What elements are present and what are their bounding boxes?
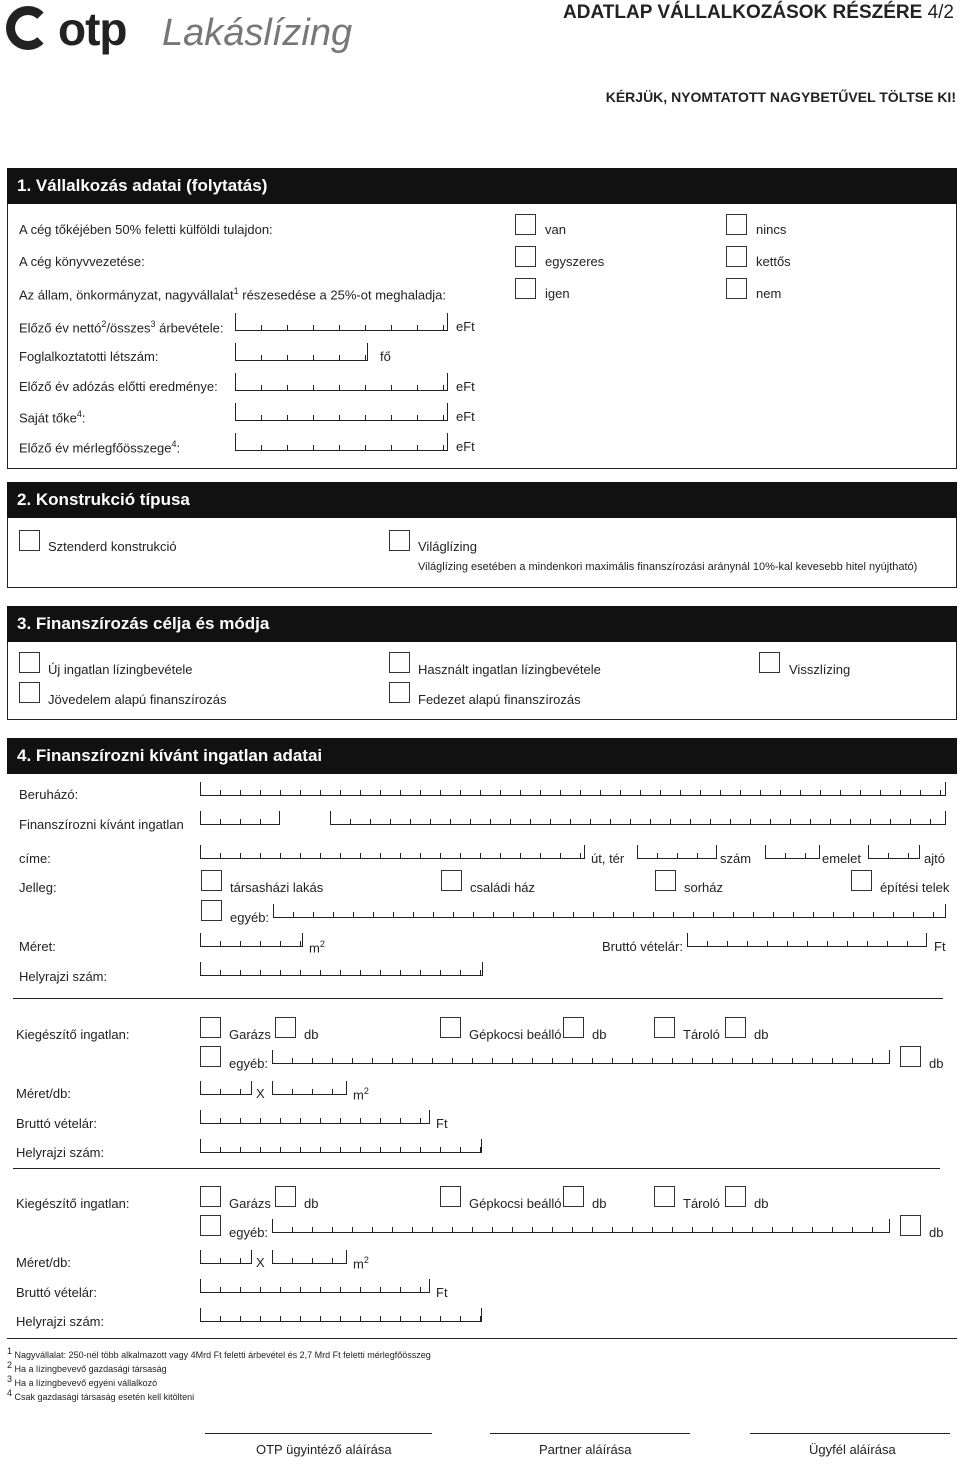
other-type-input[interactable]	[273, 904, 946, 918]
other-type-checkbox[interactable]	[201, 900, 222, 921]
kieg1-garage-db: db	[304, 1027, 319, 1042]
income-based-checkbox[interactable]	[19, 682, 40, 703]
signature-line-client[interactable]	[750, 1433, 950, 1434]
property-label: Finanszírozni kívánt ingatlan	[19, 817, 184, 832]
footnote-num: 3	[7, 1374, 13, 1384]
footnote-text: Ha a lízingbevevő gazdasági társaság	[14, 1364, 167, 1374]
footnote-ref: 1	[233, 286, 239, 296]
bookkeeping-double-checkbox[interactable]	[726, 246, 747, 267]
logo-icon	[6, 6, 50, 50]
size-unit-m: m	[309, 940, 320, 956]
signature-otp-label: OTP ügyintéző aláírása	[256, 1442, 392, 1457]
floor-unit: emelet	[822, 851, 862, 866]
postcode-input[interactable]	[200, 811, 280, 825]
balance-total-text: Előző év mérlegfőösszege	[19, 440, 172, 456]
size-input[interactable]	[200, 933, 303, 947]
kieg1-storage-checkbox[interactable]	[654, 1017, 675, 1038]
kieg1-parking-db: db	[592, 1027, 607, 1042]
kieg1-m2-m: m	[353, 1087, 364, 1103]
kieg2-m2-sup: 2	[363, 1255, 369, 1265]
kieg2-storage-label: Tároló	[683, 1196, 720, 1211]
footnote-text: Nagyvállalat: 250-nél több alkalmazott vagy 4Mrd Ft feletti árbevétel és 2,7 Mrd Ft feletti mérlegfőösszeg	[14, 1350, 431, 1360]
form-title	[563, 2, 954, 24]
signature-client-label: Ügyfél aláírása	[809, 1442, 896, 1457]
headcount-label: Foglalkoztatotti létszám:	[19, 349, 159, 364]
footnote-divider	[7, 1338, 957, 1339]
kieg1-garage-label: Garázs	[229, 1027, 271, 1042]
state-share-text-a: Az állam, önkormányzat, nagyvállalat	[19, 287, 234, 303]
footnote-1	[7, 1346, 431, 1360]
kieg2-size-label: Méret/db:	[16, 1255, 71, 1270]
bookkeeping-single-label: egyszeres	[545, 254, 605, 269]
house-number-unit: szám	[720, 851, 752, 866]
worldleasing-label: Világlízing	[418, 539, 478, 554]
kieg1-storage-db: db	[754, 1027, 769, 1042]
equity-label	[19, 409, 85, 425]
revenue-input[interactable]	[235, 313, 448, 331]
bookkeeping-double-label: kettős	[756, 254, 791, 269]
logo-otp: otp	[58, 3, 127, 55]
bookkeeping-single-checkbox[interactable]	[515, 246, 536, 267]
kieg2-other-qty[interactable]	[900, 1215, 921, 1236]
kieg1-size-label: Méret/db:	[16, 1086, 71, 1101]
kieg2-parking-label: Gépkocsi beálló	[469, 1196, 562, 1211]
footnote-text: Csak gazdasági társaság esetén kell kitölteni	[14, 1392, 195, 1402]
bookkeeping-label: A cég könyvvezetése:	[19, 254, 145, 269]
kieg1-storage-qty[interactable]	[725, 1017, 746, 1038]
section-3	[7, 642, 957, 720]
section-4-header: 4. Finanszírozni kívánt ingatlan adatai	[7, 738, 957, 774]
used-property-checkbox[interactable]	[389, 652, 410, 673]
balance-total-input[interactable]	[235, 433, 448, 451]
building-plot-checkbox[interactable]	[851, 870, 872, 891]
revenue-unit: eFt	[456, 319, 475, 334]
kieg1-lot-label: Helyrajzi szám:	[16, 1145, 105, 1160]
leaseback-label: Visszlízing	[789, 662, 851, 677]
state-share-label	[19, 286, 446, 302]
family-house-label: családi ház	[470, 880, 536, 895]
kieg1-parking-checkbox[interactable]	[440, 1017, 461, 1038]
kieg1-parking-qty[interactable]	[563, 1017, 584, 1038]
foreign-ownership-yes-label: van	[545, 222, 566, 237]
kieg1-price-unit: Ft	[436, 1116, 448, 1131]
divider	[13, 998, 943, 999]
kieg2-lot-input[interactable]	[200, 1308, 482, 1322]
kieg2-other-db: db	[929, 1225, 944, 1240]
kieg2-garage-label: Garázs	[229, 1196, 271, 1211]
equity-colon: :	[81, 410, 86, 426]
size-unit-sup: 2	[319, 939, 325, 949]
street-input[interactable]	[200, 845, 585, 859]
kieg2-price-unit: Ft	[436, 1285, 448, 1300]
size-unit	[309, 939, 325, 955]
headcount-input[interactable]	[235, 343, 368, 361]
kieg1-label: Kiegészítő ingatlan:	[16, 1027, 130, 1042]
kieg2-storage-qty[interactable]	[725, 1186, 746, 1207]
kieg2-m2-m: m	[353, 1256, 364, 1272]
revenue-text-c: árbevétele:	[155, 320, 224, 336]
income-based-label: Jövedelem alapú finanszírozás	[48, 692, 227, 707]
footnote-ref: 3	[150, 319, 156, 329]
kieg1-lot-input[interactable]	[200, 1139, 482, 1153]
other-type-label: egyéb:	[230, 910, 270, 925]
footnote-num: 4	[7, 1388, 13, 1398]
signature-line-otp[interactable]	[205, 1433, 432, 1434]
pretax-result-unit: eFt	[456, 379, 475, 394]
state-share-no-label: nem	[756, 286, 782, 301]
headcount-unit: fő	[380, 349, 391, 364]
kieg1-price-input[interactable]	[200, 1110, 430, 1124]
standard-construction-checkbox[interactable]	[19, 530, 40, 551]
kieg1-garage-checkbox[interactable]	[200, 1017, 221, 1038]
kieg2-parking-db: db	[592, 1196, 607, 1211]
section-1	[7, 204, 957, 469]
kieg1-storage-label: Tároló	[683, 1027, 720, 1042]
kieg2-garage-qty[interactable]	[275, 1186, 296, 1207]
lot-number-label: Helyrajzi szám:	[19, 969, 108, 984]
footnote-ref: 4	[76, 409, 82, 419]
revenue-label	[19, 319, 223, 335]
foreign-ownership-label: A cég tőkéjében 50% feletti külföldi tulajdon:	[19, 222, 273, 237]
section-2-header: 2. Konstrukció típusa	[7, 482, 957, 518]
equity-unit: eFt	[456, 409, 475, 424]
kieg2-size-input[interactable]	[200, 1250, 252, 1264]
investor-label: Beruházó:	[19, 787, 79, 802]
new-property-label: Új ingatlan lízingbevétele	[48, 662, 193, 677]
condo-checkbox[interactable]	[201, 870, 222, 891]
state-share-yes-checkbox[interactable]	[515, 278, 536, 299]
size-label: Méret:	[19, 939, 56, 954]
investor-input[interactable]	[200, 782, 946, 796]
kieg1-other-db: db	[929, 1056, 944, 1071]
row-house-checkbox[interactable]	[655, 870, 676, 891]
kieg1-price-label: Bruttó vételár:	[16, 1116, 97, 1131]
kieg2-storage-checkbox[interactable]	[654, 1186, 675, 1207]
footnote-4	[7, 1388, 194, 1402]
door-unit: ajtó	[924, 851, 945, 866]
kieg1-garage-qty[interactable]	[275, 1017, 296, 1038]
collateral-based-label: Fedezet alapú finanszírozás	[418, 692, 581, 707]
house-number-input[interactable]	[637, 845, 717, 859]
kieg1-m2-sup: 2	[363, 1086, 369, 1096]
kieg2-times: X	[256, 1255, 265, 1270]
pretax-result-label: Előző év adózás előtti eredménye:	[19, 379, 218, 394]
standard-construction-label: Sztenderd konstrukció	[48, 539, 177, 554]
kieg2-lot-label: Helyrajzi szám:	[16, 1314, 105, 1329]
new-property-checkbox[interactable]	[19, 652, 40, 673]
kieg2-price-label: Bruttó vételár:	[16, 1285, 97, 1300]
signature-line-partner[interactable]	[490, 1433, 690, 1434]
kieg2-garage-checkbox[interactable]	[200, 1186, 221, 1207]
footnote-2	[7, 1360, 167, 1374]
balance-total-label	[19, 439, 180, 455]
kieg1-other-qty[interactable]	[900, 1046, 921, 1067]
equity-input[interactable]	[235, 403, 448, 421]
balance-total-colon: :	[176, 440, 181, 456]
kieg1-size-input[interactable]	[200, 1081, 252, 1095]
lot-number-input[interactable]	[200, 962, 483, 976]
divider	[13, 1168, 940, 1169]
kieg2-count-input[interactable]	[272, 1250, 347, 1264]
floor-input[interactable]	[765, 845, 820, 859]
worldleasing-checkbox[interactable]	[389, 530, 410, 551]
balance-total-unit: eFt	[456, 439, 475, 454]
kieg2-storage-db: db	[754, 1196, 769, 1211]
kieg1-parking-label: Gépkocsi beálló	[469, 1027, 562, 1042]
equity-text: Saját tőke	[19, 410, 77, 426]
kieg2-price-input[interactable]	[200, 1279, 430, 1293]
pretax-result-input[interactable]	[235, 373, 448, 391]
kieg2-other-input[interactable]	[272, 1219, 890, 1233]
kieg2-other-checkbox[interactable]	[200, 1215, 221, 1236]
footnote-text: Ha a lízingbevevő egyéni vállalkozó	[14, 1378, 158, 1388]
state-share-no-checkbox[interactable]	[726, 278, 747, 299]
leaseback-checkbox[interactable]	[759, 652, 780, 673]
page-number: 4/2	[927, 2, 954, 23]
kieg1-m2	[353, 1086, 369, 1102]
kieg1-other-label: egyéb:	[229, 1056, 269, 1071]
footnote-num: 2	[7, 1360, 13, 1370]
kieg2-parking-qty[interactable]	[563, 1186, 584, 1207]
gross-price-label: Bruttó vételár:	[602, 939, 683, 954]
kieg2-other-label: egyéb:	[229, 1225, 269, 1240]
condo-label: társasházi lakás	[230, 880, 324, 895]
type-label: Jelleg:	[19, 880, 57, 895]
section-1-header: 1. Vállalkozás adatai (folytatás)	[7, 168, 957, 204]
footnote-ref: 2	[101, 319, 107, 329]
fill-instruction: KÉRJÜK, NYOMTATOTT NAGYBETŰVEL TÖLTSE KI!	[605, 89, 956, 105]
form-title-text: ADATLAP VÁLLALKOZÁSOK RÉSZÉRE	[563, 2, 923, 23]
kieg2-garage-db: db	[304, 1196, 319, 1211]
footnote-3	[7, 1374, 157, 1388]
address-label: címe:	[19, 851, 51, 866]
used-property-label: Használt ingatlan lízingbevétele	[418, 662, 601, 677]
kieg1-other-input[interactable]	[272, 1050, 890, 1064]
revenue-text-b: /összes	[106, 320, 151, 336]
row-house-label: sorház	[684, 880, 724, 895]
footnote-ref: 4	[171, 439, 177, 449]
state-share-text-b: részesedése a 25%-ot meghaladja:	[238, 287, 447, 303]
gross-price-unit: Ft	[934, 939, 946, 954]
kieg1-count-input[interactable]	[272, 1081, 347, 1095]
gross-price-input[interactable]	[687, 933, 927, 947]
city-input[interactable]	[330, 811, 946, 825]
collateral-based-checkbox[interactable]	[389, 682, 410, 703]
foreign-ownership-no-checkbox[interactable]	[726, 214, 747, 235]
kieg1-other-checkbox[interactable]	[200, 1046, 221, 1067]
kieg2-m2	[353, 1255, 369, 1271]
kieg2-label: Kiegészítő ingatlan:	[16, 1196, 130, 1211]
state-share-yes-label: igen	[545, 286, 570, 301]
foreign-ownership-no-label: nincs	[756, 222, 787, 237]
kieg2-parking-checkbox[interactable]	[440, 1186, 461, 1207]
foreign-ownership-yes-checkbox[interactable]	[515, 214, 536, 235]
building-plot-label: építési telek	[880, 880, 950, 895]
kieg1-times: X	[256, 1086, 265, 1101]
door-input[interactable]	[868, 845, 920, 859]
family-house-checkbox[interactable]	[441, 870, 462, 891]
signature-partner-label: Partner aláírása	[539, 1442, 632, 1457]
logo-subtitle: Lakáslízing	[162, 12, 353, 54]
worldleasing-note: Világlízing esetében a mindenkori maximális finanszírozási aránynál 10%-kal kevesebb hitel nyújtható)	[418, 561, 918, 573]
section-3-header: 3. Finanszírozás célja és módja	[7, 606, 957, 642]
street-unit: út, tér	[591, 851, 625, 866]
footnote-num: 1	[7, 1346, 13, 1356]
revenue-text-a: Előző év nettó	[19, 320, 102, 336]
